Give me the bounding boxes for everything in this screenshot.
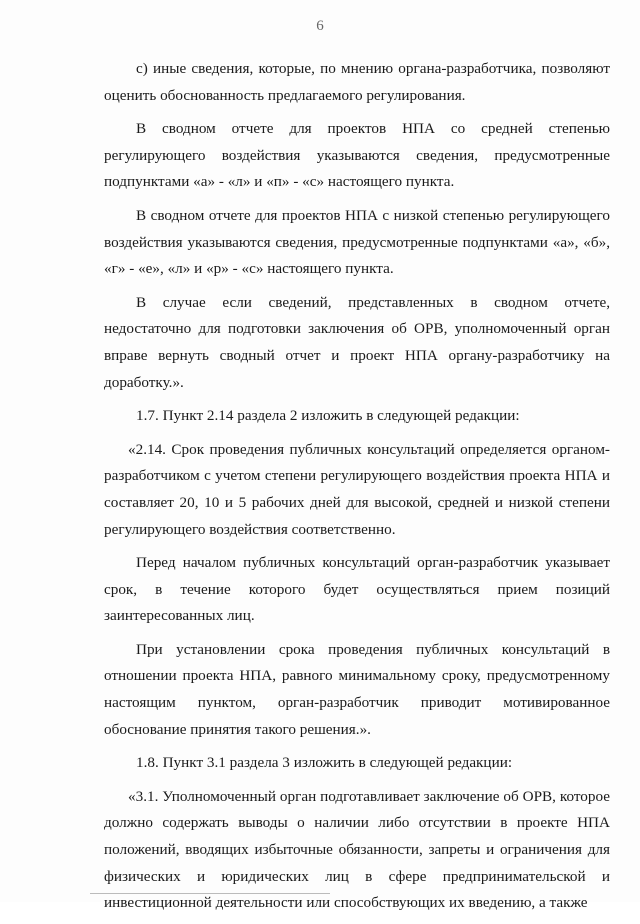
paragraph-clause-3-1: «3.1. Уполномоченный орган подготавливает заключение об ОРВ, которое должно содержать выводы о наличии либо отсутствии в проекте НПА положений, вводящих избыточные обязанности, запреты и ограничения для физических и юридических лиц в сфере предпринимательской и инвестиционной деятельности или способствующих их введению, а также — [104, 787, 610, 912]
document-body — [104, 56, 610, 924]
paragraph-item-c: с) иные сведения, которые, по мнению органа-разработчика, позволяют оценить обоснованность предлагаемого регулирования. — [104, 60, 610, 104]
page-number: 6 — [316, 18, 324, 34]
paragraph-amendment-1-8: 1.8. Пункт 3.1 раздела 3 изложить в следующей редакции: — [136, 754, 513, 772]
scan-edge-line — [90, 893, 330, 894]
paragraph-low-impact: В сводном отчете для проектов НПА с низкой степенью регулирующего воздействия указываются сведения, предусмотренные подпунктами «а», «б», «г» - «е», «л» и «р» - «с» настоящего пункта. — [104, 206, 610, 278]
paragraph-minimum-term: При установлении срока проведения публичных консультаций в отношении проекта НПА, равного минимальному сроку, предусмотренному настоящим пунктом, орган-разработчик приводит мотивированное обоснование принятия такого решения.». — [104, 640, 610, 738]
paragraph-medium-impact: В сводном отчете для проектов НПА со средней степенью регулирующего воздействия указываются сведения, предусмотренные подпунктами «а» - «л» и «п» - «с» настоящего пункта. — [104, 120, 610, 191]
paragraph-amendment-1-7: 1.7. Пункт 2.14 раздела 2 изложить в следующей редакции: — [136, 407, 520, 425]
paragraph-insufficient-info: В случае если сведений, представленных в сводном отчете, недостаточно для подготовки заключения об ОРВ, уполномоченный орган вправе вернуть сводный отчет и проект НПА органу-разработчику на доработку.». — [104, 293, 610, 391]
paragraph-clause-2-14: «2.14. Срок проведения публичных консультаций определяется органом-разработчиком с учетом степени регулирующего воздействия проекта НПА и составляет 20, 10 и 5 рабочих дней для высокой, средней и низкой степени регулирующего воздействия соответственно. — [104, 440, 610, 538]
paragraph-consultation-deadline: Перед началом публичных консультаций орган-разработчик указывает срок, в течение которого будет осуществляться прием позиций заинтересованных лиц. — [104, 554, 610, 625]
